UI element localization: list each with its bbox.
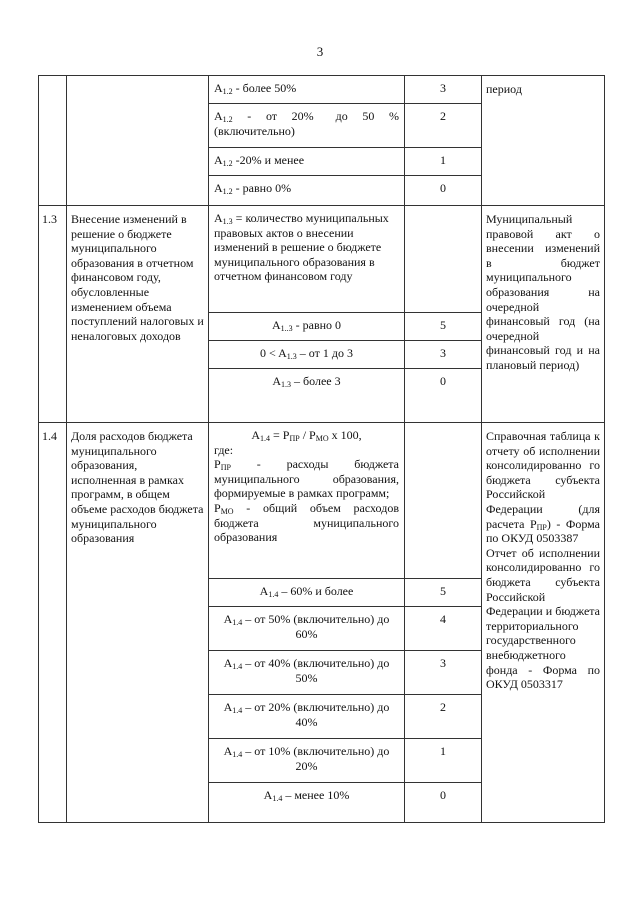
indicator-formula <box>209 423 405 579</box>
formula-a-sub: 1.4 <box>260 434 271 443</box>
points-cell: 3 <box>405 76 482 104</box>
indicator-cell <box>209 579 405 607</box>
indicator-sub: 1.4 <box>232 750 243 759</box>
indicator-text: – от 20% (включительно) до 40% <box>242 700 390 729</box>
source-part-1 <box>486 429 600 546</box>
points-cell: 5 <box>405 313 482 341</box>
indicator-sub: 1.3 <box>222 217 233 226</box>
indicator-text: – от 10% (включительно) до 20% <box>242 744 390 773</box>
points-cell: 0 <box>405 783 482 823</box>
indicator-label: A <box>223 700 233 714</box>
formula-tail: x 100, <box>328 428 362 442</box>
points-cell: 5 <box>405 579 482 607</box>
indicator-label: A <box>278 346 287 360</box>
indicator-text: - от 20% до 50 % (включительно) <box>214 109 405 138</box>
points-cell <box>405 423 482 579</box>
indicator-text: – 60% и более <box>278 584 354 598</box>
indicator-cell <box>209 76 405 104</box>
indicator-label: A <box>223 656 233 670</box>
indicator-label: A <box>214 181 223 195</box>
indicator-sub: 1.4 <box>272 794 283 803</box>
table-row <box>39 423 605 579</box>
points-cell <box>405 206 482 313</box>
indicator-cell <box>209 341 405 369</box>
indicator-label: A <box>214 81 223 95</box>
formula-eq: = P <box>270 428 290 442</box>
formula-p1-def <box>214 457 399 501</box>
source-part-1-sub: ПР <box>536 522 547 532</box>
p2-label-sub: МО <box>220 506 234 516</box>
indicator-sub: 1.4 <box>232 706 243 715</box>
indicator-text: – менее 10% <box>282 788 350 802</box>
formula-a: A <box>251 428 261 442</box>
indicator-label: A <box>259 584 269 598</box>
indicator-cell <box>209 695 405 739</box>
table-row <box>39 206 605 313</box>
source-part-1-text: Справочная таблица к отчету об исполнении консолидированно го бюджета субъекта Российской Федерации (для расчета P <box>486 429 600 531</box>
indicator-label: A <box>214 211 223 225</box>
indicator-text: - более 50% <box>232 81 297 95</box>
criterion-name: Доля расходов бюджета муниципального образования, исполненная в рамках программ, в общем объеме расходов бюджета муниципального образования <box>67 423 209 823</box>
indicator-cell <box>209 369 405 423</box>
indicator-sub: 1.4 <box>232 662 243 671</box>
indicator-cell <box>209 104 405 148</box>
indicator-text: – от 40% (включительно) до 50% <box>242 656 390 685</box>
formula-p2-sub: МО <box>315 434 329 443</box>
indicator-sub: 1.2 <box>222 187 233 196</box>
points-cell: 3 <box>405 651 482 695</box>
p1-label: P <box>214 457 221 472</box>
indicator-definition <box>209 206 405 313</box>
indicator-cell <box>209 651 405 695</box>
page-number: 3 <box>316 44 324 59</box>
p1-text: - расходы бюджета муниципального образования, формируемые в рамках программ; <box>214 457 399 501</box>
indicator-text: – от 1 до 3 <box>296 346 353 360</box>
num-cell <box>39 76 67 206</box>
indicator-text: = количество муниципальных правовых актов о внесении изменений в решение о бюджете муниципального образования в отчетном финансовом году <box>214 211 389 284</box>
indicator-cell <box>209 783 405 823</box>
name-cell <box>67 76 209 206</box>
indicator-cell <box>209 148 405 176</box>
indicator-label: A <box>223 612 233 626</box>
source-cell: Муниципальный правовой акт о внесении изменений в бюджет муниципального образования на очередной финансовый год (на очередной финансовый год и на плановый период) <box>482 206 605 423</box>
indicator-text: - равно 0% <box>232 181 292 195</box>
formula-where: где: <box>214 442 234 457</box>
indicator-text: – более 3 <box>291 374 341 388</box>
points-cell: 1 <box>405 739 482 783</box>
criteria-table <box>38 75 605 823</box>
formula-p2-def <box>214 501 399 545</box>
indicator-label: A <box>214 153 223 167</box>
indicator-text: -20% и менее <box>232 153 305 167</box>
indicator-sub: 1.4 <box>268 590 279 599</box>
source-part-1-tail: ) - Форма по ОКУД 0503387 <box>486 516 600 546</box>
p2-label: P <box>214 500 221 515</box>
indicator-cell <box>209 607 405 651</box>
points-cell: 4 <box>405 607 482 651</box>
indicator-text: – от 50% (включительно) до 60% <box>242 612 390 641</box>
indicator-sub: 1.2 <box>222 87 233 96</box>
indicator-label: A <box>272 374 282 388</box>
row-number: 1.3 <box>39 206 67 423</box>
source-part-2: Отчет об исполнении консолидированно го бюджета субъекта Российской Федерации и бюджета территориального государственного внебюджетного фонда - Форма по ОКУД 0503317 <box>486 545 600 692</box>
points-cell: 0 <box>405 176 482 206</box>
indicator-label: A <box>271 318 281 332</box>
formula-p1-sub: ПР <box>289 434 300 443</box>
indicator-label: A <box>214 109 223 123</box>
source-cell <box>482 423 605 823</box>
criterion-name: Внесение изменений в решение о бюджете муниципального образования в отчетном финансовом году, обусловленные изменением объема поступлений налоговых и неналоговых доходов <box>67 206 209 423</box>
points-cell: 0 <box>405 369 482 423</box>
points-cell: 3 <box>405 341 482 369</box>
row-number: 1.4 <box>39 423 67 823</box>
p2-text: - общий объем расходов бюджета муниципального образования <box>214 500 399 545</box>
table-row <box>39 76 605 104</box>
indicator-sub: 1.3 <box>281 380 292 389</box>
indicator-sub: 1.2 <box>222 115 233 124</box>
indicator-sub: 1..3 <box>280 324 293 333</box>
indicator-sub: 1.4 <box>232 618 243 627</box>
indicator-cell <box>209 739 405 783</box>
indicator-prefix: 0 < <box>260 346 279 360</box>
formula-div: / P <box>299 428 316 442</box>
points-cell: 1 <box>405 148 482 176</box>
indicator-sub: 1.2 <box>222 159 233 168</box>
indicator-label: A <box>223 744 233 758</box>
formula-line <box>214 428 399 443</box>
points-cell: 2 <box>405 695 482 739</box>
indicator-sub: 1.3 <box>286 352 297 361</box>
indicator-text: - равно 0 <box>292 318 342 332</box>
indicator-cell <box>209 313 405 341</box>
source-cell: период <box>482 76 605 206</box>
indicator-label: A <box>263 788 273 802</box>
indicator-cell <box>209 176 405 206</box>
p1-label-sub: ПР <box>220 463 231 473</box>
points-cell: 2 <box>405 104 482 148</box>
